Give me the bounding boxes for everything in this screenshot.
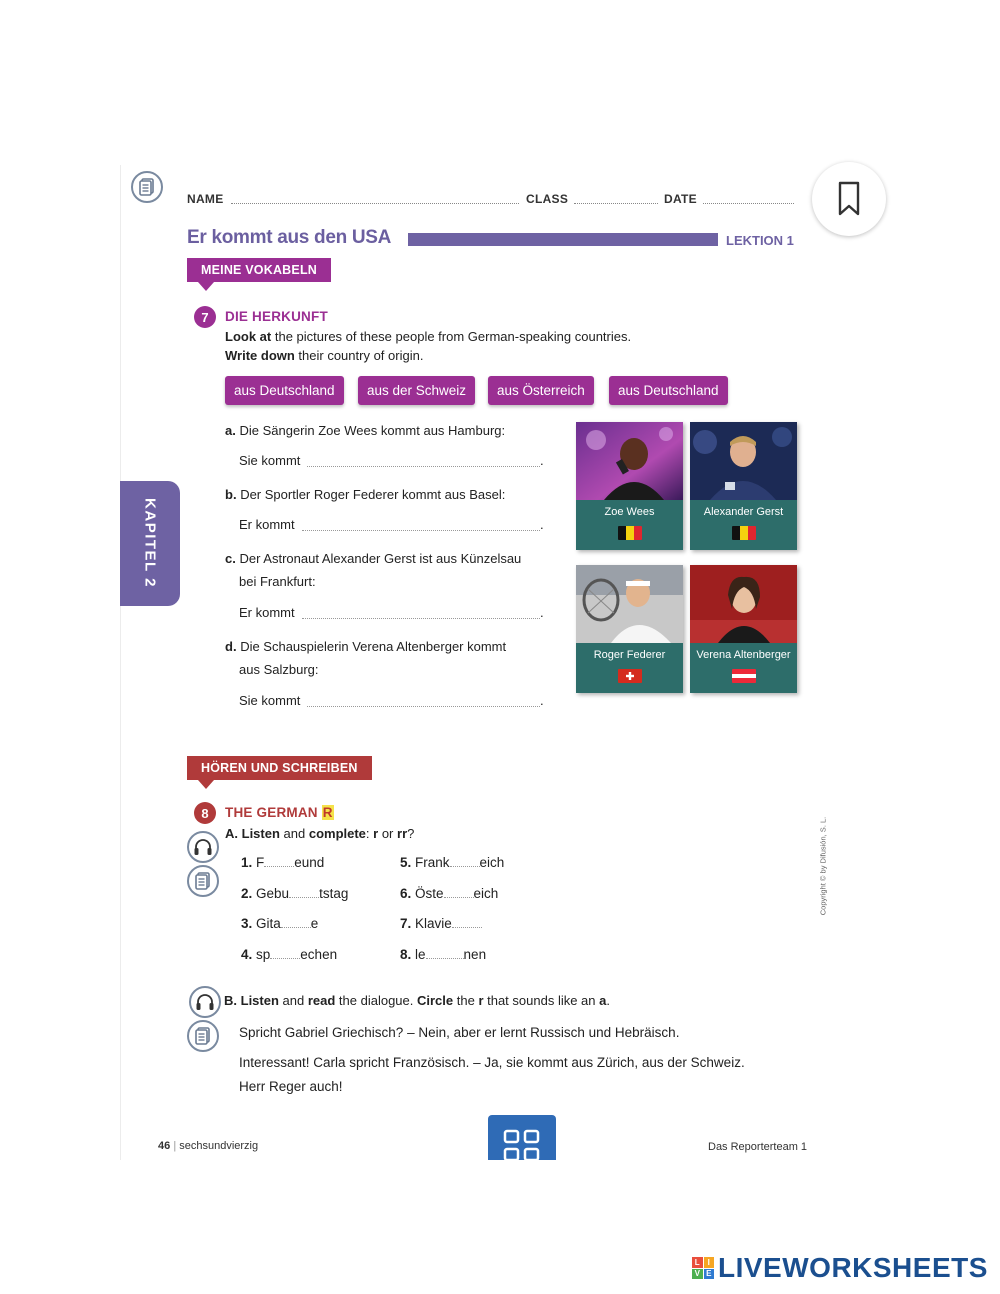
flag-austria-icon	[732, 669, 756, 683]
worksheet-icon[interactable]	[131, 171, 163, 203]
chapter-tab-label: KAPITEL 2	[141, 498, 159, 588]
photo-tennis-player	[576, 565, 683, 643]
section-tag-tail	[198, 282, 214, 291]
word-chip[interactable]: aus Österreich	[488, 376, 594, 405]
instruction-line-1: Look at the pictures of these people from German-speaking countries.	[225, 329, 632, 344]
photo-card-roger-federer	[576, 565, 683, 693]
blank-input[interactable]	[264, 855, 294, 867]
section-tag-vokabeln: MEINE VOKABELN	[187, 258, 331, 282]
answer-period: .	[540, 517, 544, 532]
answer-input[interactable]	[307, 706, 540, 707]
bookmark-icon	[837, 181, 861, 217]
fill-item: 8. le nen	[400, 947, 487, 962]
question-d-line2: aus Salzburg:	[239, 662, 319, 677]
worksheet-icon	[195, 872, 211, 890]
headphones-icon	[193, 838, 213, 856]
brand-logo-icon: L I V E	[692, 1257, 714, 1279]
exercise-title: THE GERMAN R	[225, 805, 333, 820]
fill-item: 7. Klavie	[400, 916, 482, 931]
answer-period: .	[540, 605, 544, 620]
flag-belgium-icon	[732, 526, 756, 540]
card-name: Zoe Wees	[604, 506, 655, 518]
answer-input[interactable]	[302, 618, 540, 619]
audio-button[interactable]	[187, 831, 219, 863]
card-name: Verena Altenberger	[696, 649, 791, 661]
card-name: Roger Federer	[593, 649, 666, 661]
fill-item: 5. Frank eich	[400, 855, 505, 870]
photo-card-zoe-wees	[576, 422, 683, 550]
answer-period: .	[540, 693, 544, 708]
date-line[interactable]	[703, 203, 794, 204]
flag-switzerland-icon	[618, 669, 642, 683]
headphones-icon	[195, 993, 215, 1011]
fill-item: 6. Öste eich	[400, 886, 499, 901]
answer-input[interactable]	[302, 530, 540, 531]
part-a-instruction: A. Listen and complete: r or rr?	[225, 826, 415, 841]
worksheet-button[interactable]	[187, 865, 219, 897]
exercise-title: DIE HERKUNFT	[225, 309, 328, 324]
grid-icon	[488, 1115, 556, 1160]
page-footer: 46 | sechsundvierzig	[158, 1140, 259, 1152]
answer-prefix: Er kommt	[239, 517, 295, 532]
answer-period: .	[540, 453, 544, 468]
worksheet-icon	[195, 1027, 211, 1045]
photo-astronaut	[690, 422, 797, 500]
word-chip[interactable]: aus Deutschland	[609, 376, 728, 405]
dialogue-line[interactable]: Herr Reger auch!	[239, 1079, 343, 1094]
photo-card-verena-altenberger	[690, 565, 797, 693]
class-label: CLASS	[526, 192, 569, 206]
card-name: Alexander Gerst	[703, 506, 784, 518]
answer-prefix: Sie kommt	[239, 453, 301, 468]
name-line[interactable]	[231, 203, 519, 204]
word-chip[interactable]: aus der Schweiz	[358, 376, 475, 405]
fill-item: 3. Gita e	[241, 916, 319, 931]
question-c-line2: bei Frankfurt:	[239, 574, 316, 589]
audio-button[interactable]	[189, 986, 221, 1018]
copyright-note: Copyright © by Difusión, S. L.	[818, 816, 828, 916]
liveworksheets-logo[interactable]	[692, 1252, 988, 1284]
worksheet-button[interactable]	[187, 1020, 219, 1052]
photo-actress	[690, 565, 797, 643]
question-b: b. Der Sportler Roger Federer kommt aus Basel:	[225, 487, 506, 502]
blank-input[interactable]	[450, 855, 480, 867]
question-a: a. Die Sängerin Zoe Wees kommt aus Hamburg:	[225, 423, 506, 438]
section-tag-hoeren: HÖREN UND SCHREIBEN	[187, 756, 372, 780]
fill-item: 2. Gebu tstag	[241, 886, 349, 901]
page-title: Er kommt aus den USA	[187, 227, 392, 248]
photo-singer	[576, 422, 683, 500]
exercise-number: 8	[194, 802, 216, 824]
book-title: Das Reporterteam 1	[708, 1141, 808, 1153]
bookmark-button[interactable]	[812, 162, 886, 236]
answer-prefix: Sie kommt	[239, 693, 301, 708]
part-b-instruction: B. Listen and read the dialogue. Circle the r that sounds like an a.	[224, 993, 610, 1008]
dialogue-line[interactable]: Interessant! Carla spricht Französisch. – Ja, sie kommt aus Zürich, aus der Schweiz.	[239, 1055, 745, 1070]
blank-input[interactable]	[289, 886, 319, 898]
fill-item: 1. F eund	[241, 855, 325, 870]
answer-input[interactable]	[307, 466, 540, 467]
brand-text: LIVEWORKSHEETS	[718, 1252, 988, 1283]
lektion-label: LEKTION 1	[726, 233, 794, 248]
blank-input[interactable]	[444, 886, 474, 898]
grid-menu-button[interactable]	[488, 1115, 556, 1160]
photo-card-alexander-gerst	[690, 422, 797, 550]
date-label: DATE	[664, 192, 697, 206]
blank-input[interactable]	[270, 947, 300, 959]
fill-item: 4. sp echen	[241, 947, 338, 962]
name-label: NAME	[187, 192, 224, 206]
instruction-line-2: Write down their country of origin.	[225, 348, 424, 363]
flag-belgium-icon	[618, 526, 642, 540]
dialogue-line[interactable]: Spricht Gabriel Griechisch? – Nein, aber er lernt Russisch und Hebräisch.	[239, 1025, 680, 1040]
question-c: c. Der Astronaut Alexander Gerst ist aus Künzelsau	[225, 551, 522, 566]
class-line[interactable]	[574, 203, 658, 204]
title-bar	[408, 233, 718, 246]
exercise-number: 7	[194, 306, 216, 328]
section-tag-tail	[198, 780, 214, 789]
question-d: d. Die Schauspielerin Verena Altenberger kommt	[225, 639, 507, 654]
blank-input[interactable]	[426, 947, 464, 959]
answer-prefix: Er kommt	[239, 605, 295, 620]
blank-input[interactable]	[281, 916, 311, 928]
word-chip[interactable]: aus Deutschland	[225, 376, 344, 405]
blank-input[interactable]	[452, 916, 482, 928]
